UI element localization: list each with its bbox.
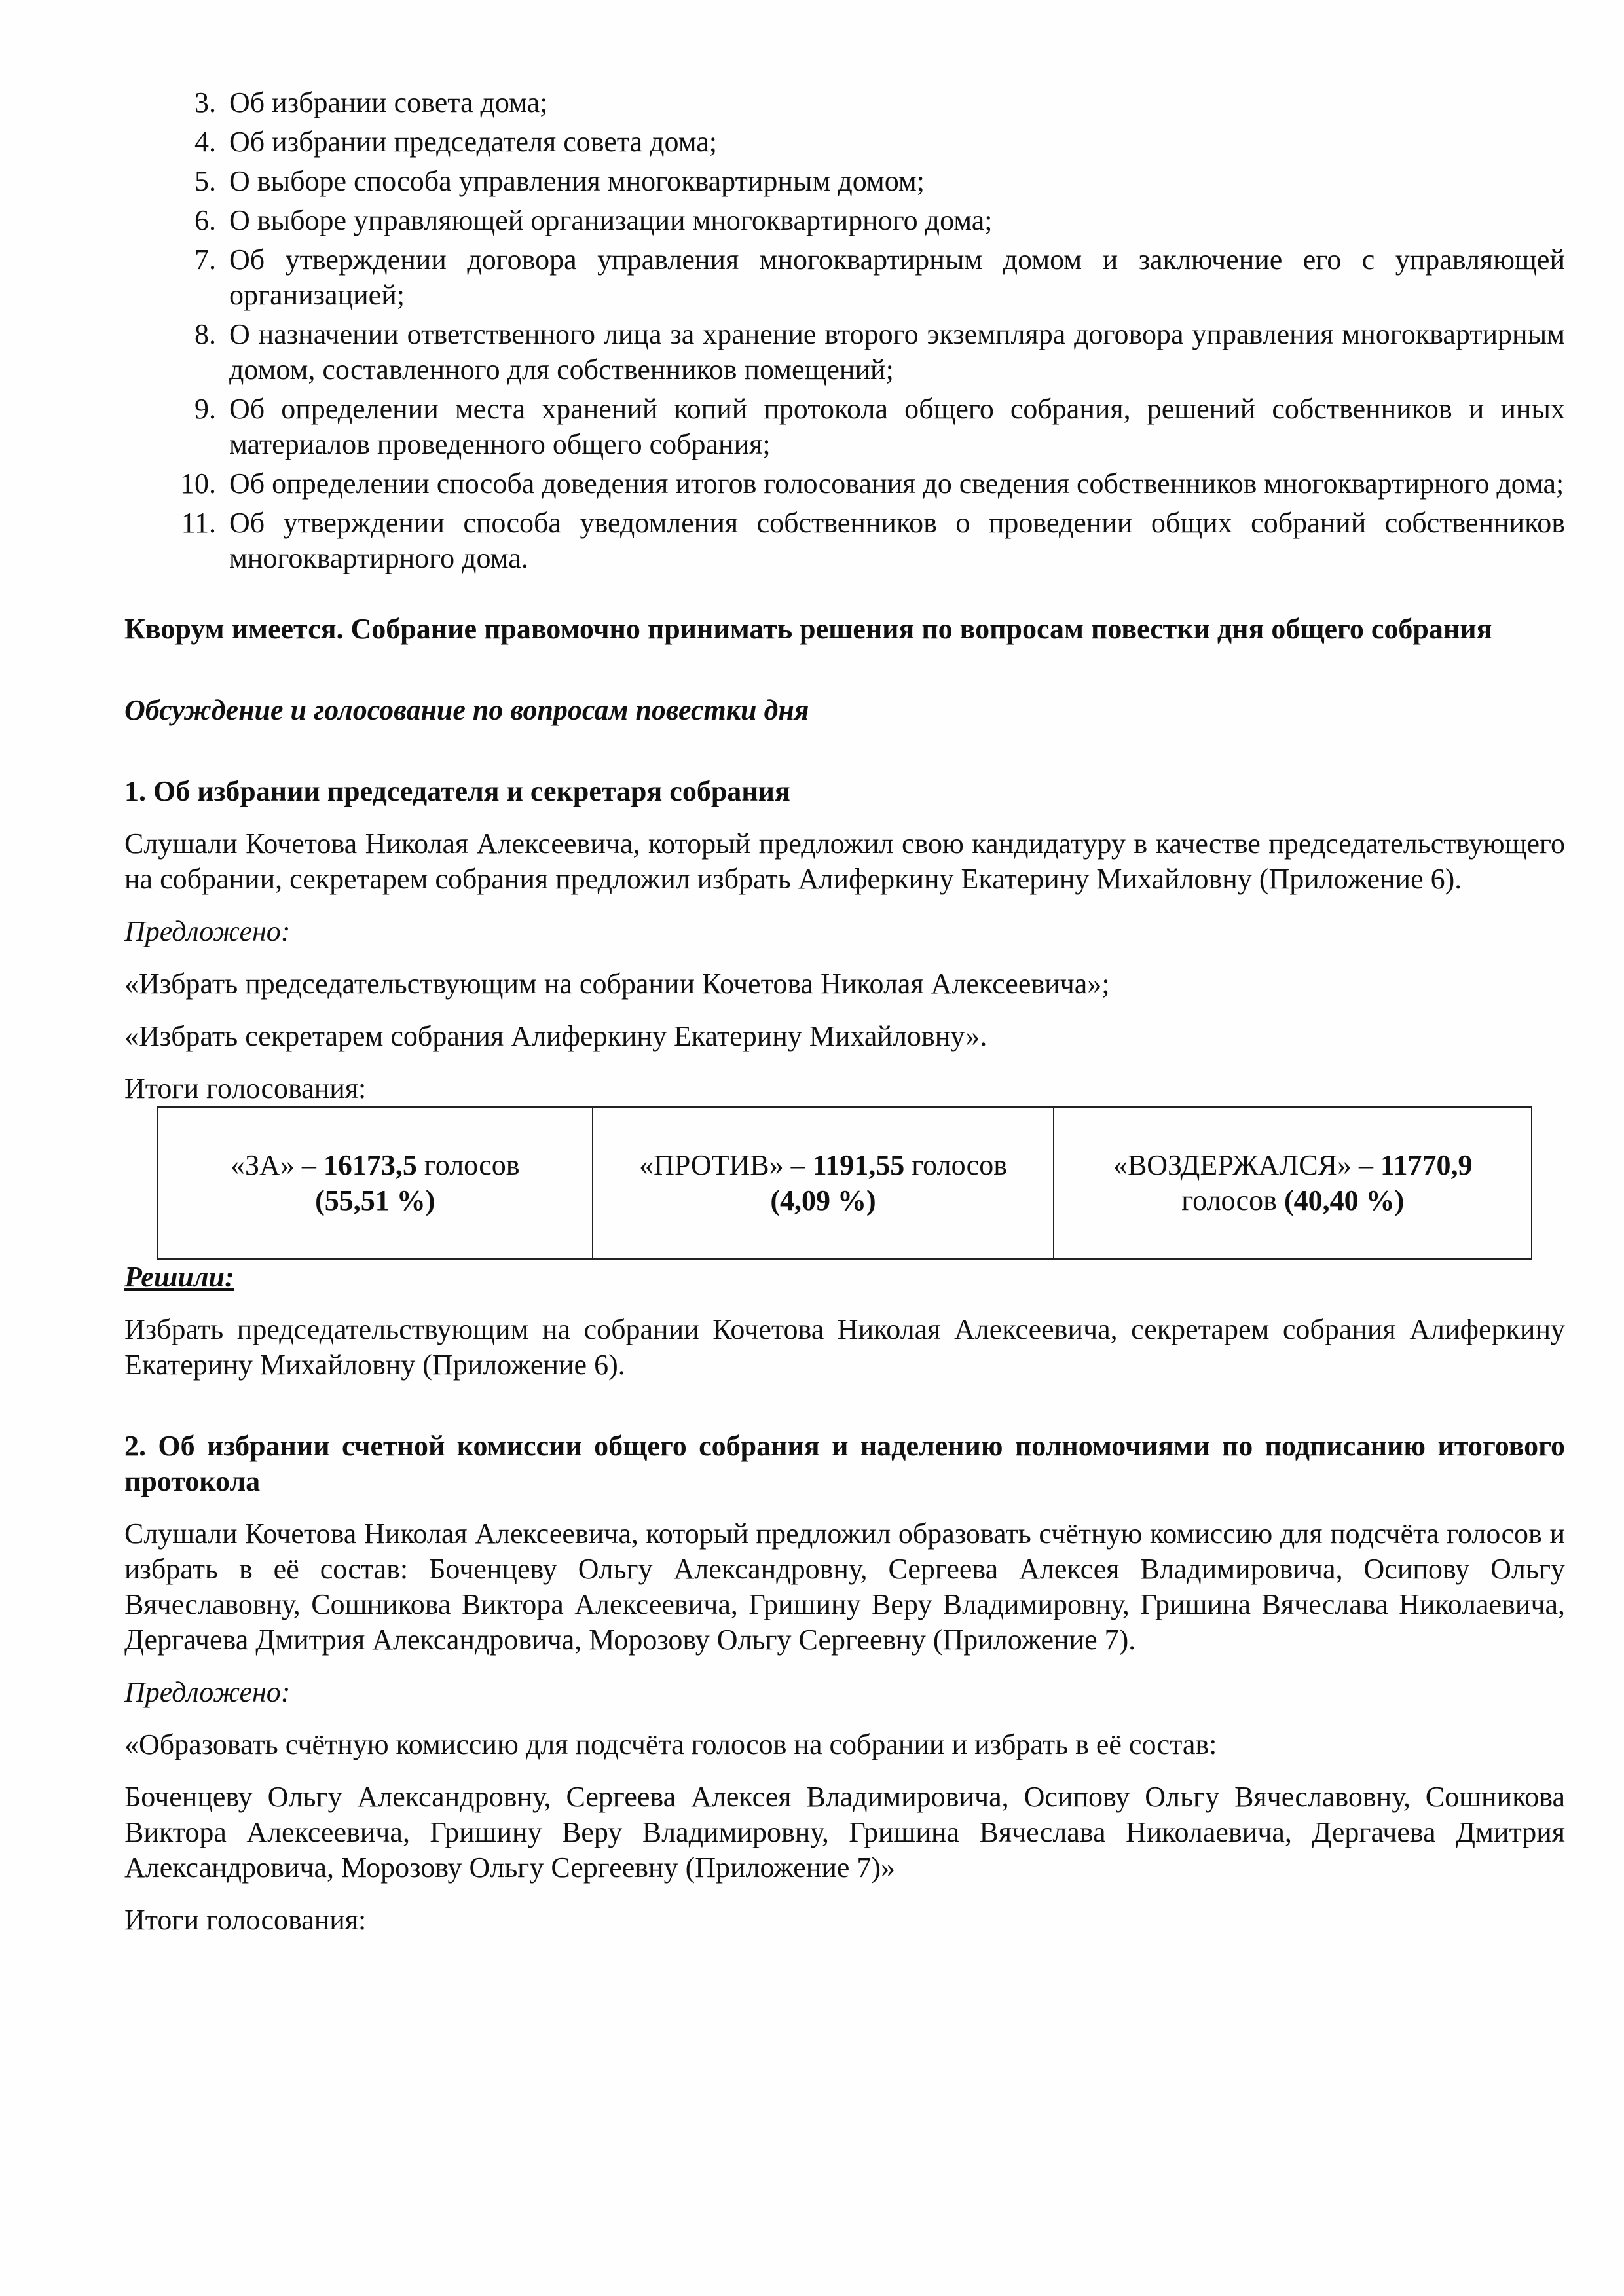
agenda-item-text: О назначении ответственного лица за хранение второго экземпляра договора управления многоквартирным домом, составленного для собственников помещений; [229,318,1565,386]
agenda-item [124,242,1565,313]
vote-abstain-cell [1054,1107,1532,1259]
vote-for-percent: (55,51 %) [315,1184,435,1216]
agenda-item-number: 3. [194,86,216,118]
section-2-proposed-label: Предложено: [124,1676,291,1708]
vote-against-cell [593,1107,1054,1259]
section-1-results-label: Итоги голосования: [124,1072,367,1104]
agenda-item-number: 11. [181,507,216,539]
agenda-list [124,85,1565,576]
section-2-heard: Слушали Кочетова Николая Алексеевича, который предложил образовать счётную комиссию для подсчёта голосов и избрать в её состав: Боченцеву Ольгу Александровну, Сергеева Алексея Владимировича, Осипову Ольгу Вячеславовну, Сошникова Виктора Алексеевича, Гришину Веру Владимировну, Гришина Вячеслава Николаевича, Дергачева Дмитрия Александровича, Морозову Ольгу Сергеевну (Приложение 7). [124,1518,1565,1656]
agenda-item-number: 8. [194,318,216,350]
vote-for-unit: голосов [424,1149,520,1181]
vote-abstain-percent: (40,40 %) [1283,1184,1405,1216]
agenda-item [124,505,1565,576]
section-1-proposal-chair: «Избрать председательствующим на собрании Кочетова Николая Алексеевича»; [124,968,1110,1000]
vote-for-label: «ЗА» – [231,1149,316,1181]
vote-against-percent: (4,09 %) [770,1184,876,1216]
agenda-item-number: 7. [194,244,216,276]
agenda-item-text: О выборе способа управления многоквартирным домом; [229,165,925,197]
agenda-item-text: Об избрании председателя совета дома; [229,126,717,158]
section-1-proposal-secretary: «Избрать секретарем собрания Алиферкину Екатерину Михайловну». [124,1020,987,1052]
agenda-item [124,124,1565,160]
vote-against-value: 1191,55 [812,1149,905,1181]
section-1-proposed-label: Предложено: [124,915,291,947]
vote-for-cell [158,1107,593,1259]
section-1-heard: Слушали Кочетова Николая Алексеевича, который предложил свою кандидатуру в качестве председательствующего на собрании, секретарем собрания предложил избрать Алиферкину Екатерину Михайловну (Приложение 6). [124,828,1565,895]
section-2-title: 2. Об избрании счетной комиссии общего собрания и наделению полномочиями по подписанию итогового протокола [124,1430,1565,1497]
agenda-item-number: 10. [180,467,216,500]
agenda-item [124,203,1565,238]
agenda-item-text: Об определении места хранений копий протокола общего собрания, решений собственников и иных материалов проведенного общего собрания; [229,393,1565,460]
agenda-item [124,164,1565,199]
section-2-results-label: Итоги голосования: [124,1904,367,1936]
document-page [124,85,1565,1938]
vote-abstain-label: «ВОЗДЕРЖАЛСЯ» – [1113,1149,1373,1181]
section-1-title: 1. Об избрании председателя и секретаря собрания [124,775,790,807]
vote-against-label: «ПРОТИВ» – [639,1149,805,1181]
section-2-proposal-members: Боченцеву Ольгу Александровну, Сергеева Алексея Владимировича, Осипову Ольгу Вячеславовну, Сошникова Виктора Алексеевича, Гришину Веру Владимировну, Гришина Вячеслава Николаевича, Дергачева Дмитрия Александровича, Морозову Ольгу Сергеевну (Приложение 7)» [124,1781,1565,1884]
section-1-decision: Избрать председательствующим на собрании Кочетова Николая Алексеевича, секретарем собрания Алиферкину Екатерину Михайловну (Приложение 6). [124,1313,1565,1381]
agenda-item-text: О выборе управляющей организации многоквартирного дома; [229,204,993,236]
vote-against-unit: голосов [912,1149,1007,1181]
agenda-item-number: 5. [194,165,216,197]
quorum-statement: Кворум имеется. Собрание правомочно принимать решения по вопросам повестки дня общего собрания [124,613,1492,645]
vote-for-value: 16173,5 [323,1149,417,1181]
section-1-vote-table [157,1106,1532,1260]
table-row [158,1107,1532,1259]
agenda-item-number: 4. [194,126,216,158]
agenda-item [124,317,1565,388]
section-2-proposal-intro: «Образовать счётную комиссию для подсчёта голосов на собрании и избрать в её состав: [124,1728,1217,1760]
agenda-item-text: Об утверждении договора управления многоквартирным домом и заключение его с управляющей организацией; [229,244,1565,311]
agenda-item-text: Об утверждении способа уведомления собственников о проведении общих собраний собственников многоквартирного дома. [229,507,1565,574]
discussion-heading: Обсуждение и голосование по вопросам повестки дня [124,694,809,726]
agenda-item [124,85,1565,120]
section-1-decided-label: Решили: [124,1261,234,1293]
vote-abstain-unit: голосов [1181,1184,1277,1216]
agenda-item-text: Об избрании совета дома; [229,86,548,118]
agenda-item-number: 6. [194,204,216,236]
agenda-item [124,466,1565,501]
vote-abstain-value: 11770,9 [1380,1149,1473,1181]
agenda-item [124,392,1565,462]
agenda-item-number: 9. [194,393,216,425]
agenda-item-text: Об определении способа доведения итогов голосования до сведения собственников многоквартирного дома; [229,467,1564,500]
